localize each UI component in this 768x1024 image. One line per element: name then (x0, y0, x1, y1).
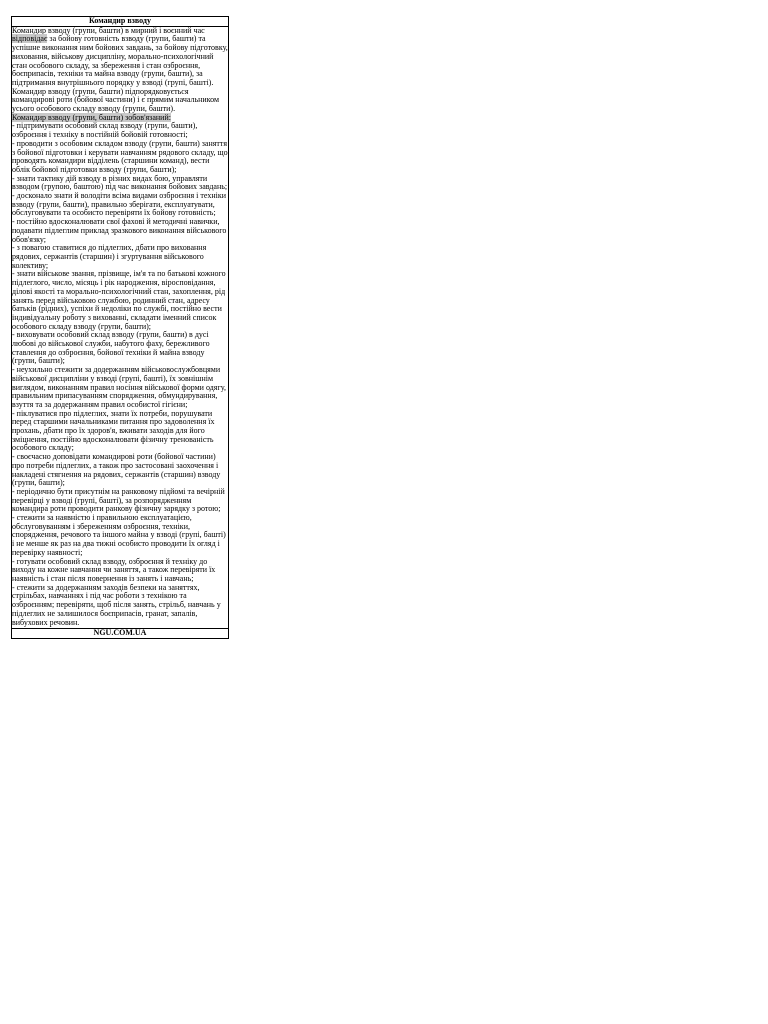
list-item: - знати військове звання, прізвище, ім'я та по батькові кожного підлеглого, число, місяць і рік народження, віросповідання, ділові якості та морально-психологічний стан, захоплення, рід занять перед військовою службою, родинний стан, адресу батьків (рідних), успіхи й недоліки по службі, постійно вести індивідуальну роботу з вихованні, складати іменний список особового складу взводу (групи, башти); (12, 269, 226, 331)
list-item: - постійно вдосконалювати свої фахові й методичні навички, подавати підлеглим приклад зразкового виконання військового обов'язку; (12, 217, 227, 244)
list-item: - стежити за додержанням заходів безпеки на заняттях, стрільбах, навчаннях і під час роботи з технікою та озброєнням; перевіряти, щоб після занять, стрільб, навчань у підлеглих не залишилося боєприпасів, гранат, запалів, вибухових речовин. (12, 582, 221, 627)
duties-list (12, 122, 228, 627)
highlighted-word: відповідає (12, 34, 48, 44)
list-item: - виховувати особовий склад взводу (групи, башти) в дусі любові до військової служби, набутого фаху, бережливого ставлення до озброєння, бойової техніки й майна взводу (групи, башти); (12, 330, 210, 366)
list-item: - проводити з особовим складом взводу (групи, башти) заняття з бойової підготовки і керувати навчанням рядового складу, що проводять командири відділень (старшини команд), вести облік бойової підготовки взводу (групи, башти); (12, 138, 228, 174)
list-item: - неухильно стежити за додержанням військовослужбовцями військової дисципліни у взводі (групі, башті), їх зовнішнім виглядом, виконанням правил носіння військової форми одягу, правильним припасуванням спорядження, обмундирування, взуття та за додержанням правил особистої гігієни; (12, 365, 226, 409)
list-item: - з повагою ставитися до підлеглих, дбати про виховання рядових, сержантів (старшин) і згуртування військового колективу; (12, 243, 207, 270)
document-body (12, 27, 228, 629)
highlighted-heading: Командир взводу (групи, башти) зобов'язаний: (12, 112, 171, 122)
list-item: - стежити за наявністю і правильною експлуатацією, обслуговуванням і збереженням озброєння, техніки, спорядження, речового та іншого майна у взводі (групі, башті) і не менше як раз на два тижні особисто проводити їх огляд і перевірку наявності; (12, 513, 226, 557)
list-item: - періодично бути присутнім на ранковому підйомі та вечірній перевірці у взводі (групі, башті), за розпорядженням командира роти проводити ранкову фізичну зарядку з ротою; (12, 486, 225, 514)
paragraph-text: Командир взводу (групи, башти) в мирний і воєнний час (12, 25, 205, 35)
list-item: - готувати особовий склад взводу, озброєння й техніку до виходу на кожне навчання чи заняття, а також перевіряти їх наявність і стан після повернення із занять і навчань; (12, 556, 216, 583)
paragraph-responsibility (12, 27, 228, 88)
site-footer: NGU.COM.UA (12, 628, 228, 638)
paragraph-subordination: Командир взводу (групи, башти) підпорядковується командирові роти (бойової частини) і є прямим начальником усього особового складу взводу (групи, башти). (12, 86, 220, 114)
document-page (11, 16, 229, 639)
list-item: - піклуватися про підлеглих, знати їх потреби, порушувати перед старшими начальниками питання про задоволення їх прохань, дбати про їх здоров'я, вживати заходів для його зміцнення, постійно вдосконалювати фізичну тренованість особового складу; (12, 408, 215, 453)
paragraph-text: за бойову готовність взводу (групи, башти) та успішне виконання ним бойових завдань, за бойову підготовку, виховання, військову дисципліну, морально-психологічний стан особового складу, за збереження і стан озброєння, боєприпасів, техніки та майна взводу (групи, башти), за підтримання внутрішнього порядку у взводі (групі, башті). (12, 34, 228, 87)
list-item: - досконало знати й володіти всіма видами озброєння і техніки взводу (групи, башти), правильно зберігати, експлуатувати, обслуговувати та особисто перевіряти їх бойову готовність; (12, 191, 226, 218)
list-item: - знати тактику дій взводу в різних видах бою, управляти взводом (групою, баштою) під час виконання бойових завдань; (12, 173, 228, 192)
list-item: - підтримувати особовий склад взводу (групи, башти), озброєння і техніку в постійній бойовій готовності; (12, 121, 198, 140)
document-title: Командир взводу (12, 17, 228, 27)
list-item: - своєчасно доповідати командирові роти (бойової частини) про потреби підлеглих, а також про застосовані заохочення і накладені стягнення на рядових, сержантів (старшин) взводу (групи, башти); (12, 452, 221, 488)
